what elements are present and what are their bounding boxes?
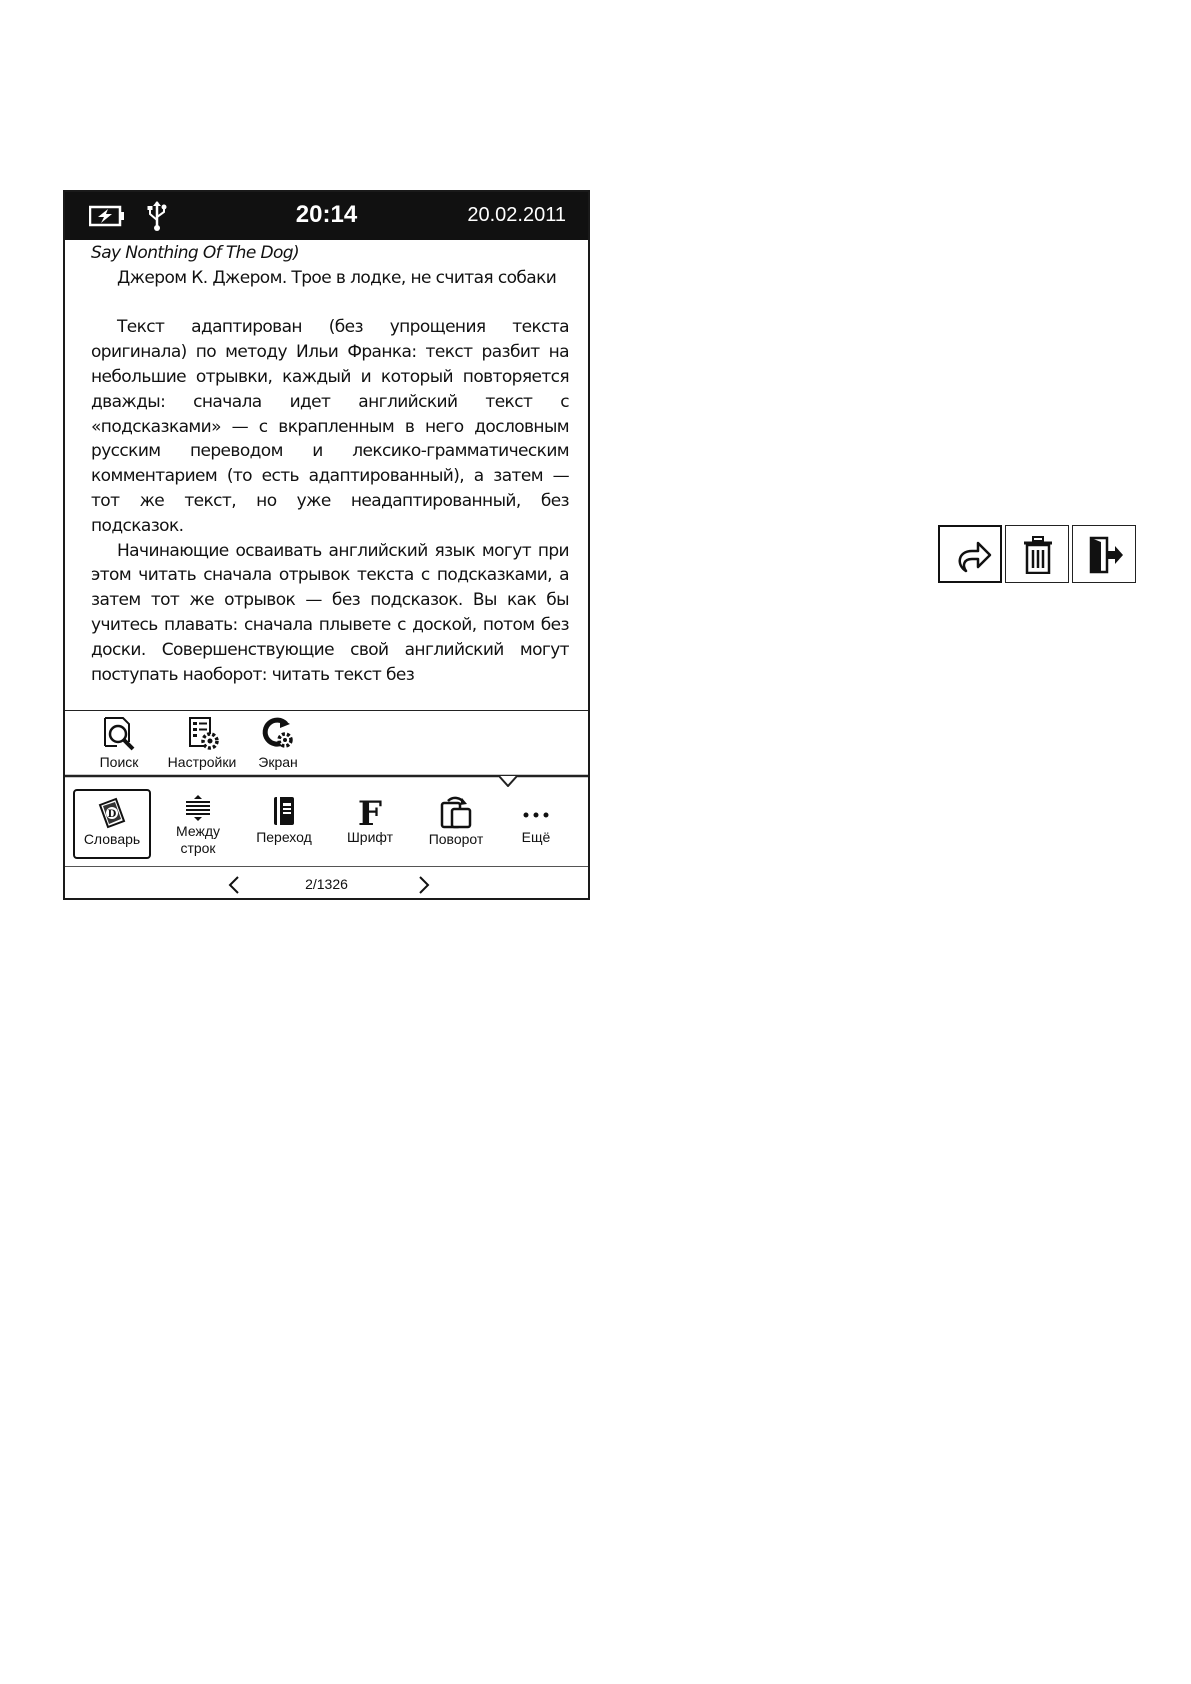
- dictionary-label: Словарь: [83, 831, 141, 847]
- paragraph-gap: [91, 291, 569, 316]
- screen-label: Экран: [258, 754, 298, 770]
- status-date: 20.02.2011: [467, 204, 566, 226]
- more-icon: [520, 795, 552, 827]
- paragraph: Текст адаптирован (без упрощения текста оригинала) по методу Ильи Франка: текст разбит на небольшие отрывки, каждый и который повторяется дважды: сначала идет английский текст с «подсказками» — с вкрапленным в него дословным русским переводом и лексико-грамматическим комментарием (то есть адаптированный), а затем — тот же текст, но уже неадаптированный, без подсказок.: [91, 317, 569, 536]
- screen-refresh-icon: [258, 716, 298, 752]
- more-button[interactable]: [503, 789, 569, 859]
- paragraph: Начинающие осваивать английский язык могут при этом читать сначала отрывок текста с подсказками, а затем тот же отрывок — без подсказок. Вы как бы учитесь плавать: сначала плывете с доской, потом без доски. Совершенствующие свой английский могут поступать наоборот: читать текст без: [91, 540, 569, 685]
- submenu-pointer: [499, 775, 517, 787]
- next-page-icon[interactable]: [417, 875, 431, 895]
- settings-button[interactable]: [159, 716, 245, 770]
- line-spacing-label-2: строк: [180, 840, 216, 856]
- rotate-label: Поворот: [428, 831, 484, 847]
- page-number[interactable]: 2/1326: [305, 876, 348, 892]
- clock-time: 20:14: [295, 201, 358, 228]
- trash-icon: [1018, 536, 1058, 574]
- more-label: Ещё: [521, 829, 551, 845]
- rotate-button[interactable]: [417, 789, 495, 859]
- line-spacing-icon: [182, 795, 214, 821]
- share-icon: [952, 537, 992, 575]
- screen-button[interactable]: [243, 716, 313, 770]
- rotate-icon: [438, 795, 474, 829]
- search-label: Поиск: [99, 754, 139, 770]
- book-title-line: Say Nonthing Of The Dog): [91, 243, 300, 263]
- svg-text:D: D: [107, 809, 117, 820]
- share-button[interactable]: [938, 525, 1002, 583]
- search-icon: [99, 716, 139, 752]
- goto-book-icon: [268, 795, 300, 827]
- delete-button[interactable]: [1005, 525, 1069, 583]
- svg-text:F: F: [357, 795, 383, 827]
- reader-menu: [65, 710, 588, 900]
- status-bar: [65, 192, 588, 240]
- settings-label: Настройки: [167, 754, 237, 770]
- page-navigation: [65, 866, 588, 900]
- search-button[interactable]: [87, 716, 151, 770]
- goto-label: Переход: [256, 829, 312, 845]
- font-button[interactable]: [331, 789, 409, 859]
- font-label: Шрифт: [346, 829, 394, 845]
- line-spacing-button[interactable]: [159, 789, 237, 859]
- ereader-screen: [63, 190, 590, 900]
- author-line: Джером К. Джером. Трое в лодке, не считая собаки: [117, 267, 557, 288]
- settings-icon: [182, 716, 222, 752]
- goto-button[interactable]: [245, 789, 323, 859]
- line-spacing-label-1: Между: [176, 823, 220, 839]
- exit-button[interactable]: [1072, 525, 1136, 583]
- exit-icon: [1085, 536, 1125, 574]
- dictionary-icon: [96, 797, 128, 829]
- font-icon: [354, 795, 386, 827]
- dictionary-button[interactable]: [73, 789, 151, 859]
